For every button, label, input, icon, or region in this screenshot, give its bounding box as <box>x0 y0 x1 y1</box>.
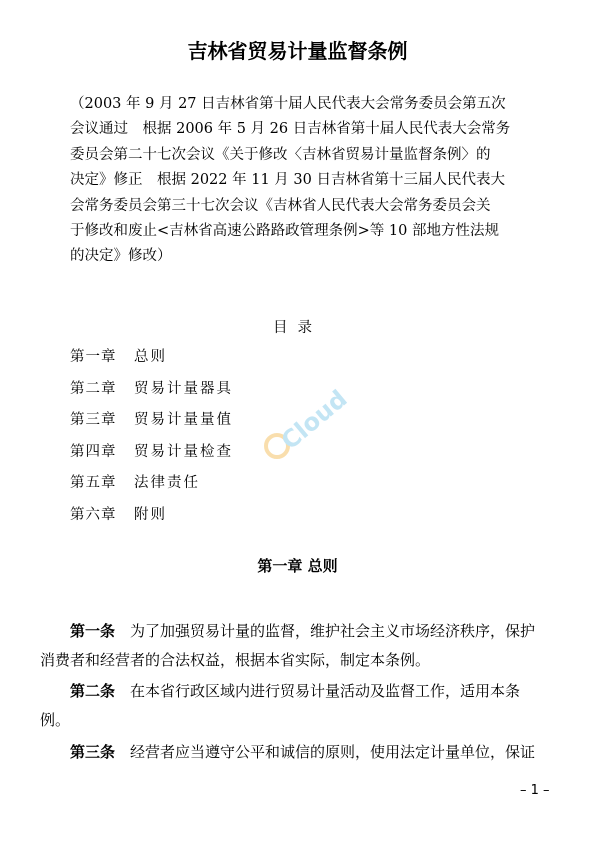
toc-item <box>70 347 233 379</box>
toc-chapter-number: 第二章 <box>70 380 117 397</box>
document-title: 吉林省贸易计量监督条例 <box>187 39 408 63</box>
article-3 <box>40 738 565 767</box>
preamble <box>70 92 532 270</box>
article-label: 第三条 <box>70 743 116 761</box>
toc-item <box>70 473 233 505</box>
toc-item <box>70 410 233 442</box>
preamble-line: 会常务委员会第三十七次会议《吉林省人民代表大会常务委员会关 <box>70 197 491 214</box>
toc-chapter-name: 法律责任 <box>134 475 200 491</box>
toc-item <box>70 379 233 411</box>
preamble-line: 决定》修正 根据 2022 年 11 月 30 日吉林省第十三届人民代表大 <box>70 172 505 189</box>
article-first-line <box>40 617 565 646</box>
cloud-watermark-logo <box>255 380 355 470</box>
preamble-line: 委员会第二十七次会议《关于修改〈吉林省贸易计量监督条例〉的 <box>70 146 491 163</box>
article-continuation: 例。 <box>40 711 71 729</box>
page-number: – 1 – <box>520 783 550 798</box>
toc-chapter-number: 第五章 <box>70 475 117 491</box>
article-label: 第一条 <box>70 622 116 640</box>
toc-chapter-name: 贸易计量器具 <box>134 380 233 397</box>
article-2 <box>40 677 565 735</box>
preamble-line: 于修改和废止<吉林省高速公路路政管理条例>等 10 部地方性法规 <box>70 223 499 240</box>
toc-chapter-number: 第三章 <box>70 412 117 428</box>
toc-chapter-name: 贸易计量量值 <box>134 412 233 428</box>
watermark-text: Cloud <box>275 384 353 456</box>
toc-chapter-number: 第一章 <box>70 349 117 365</box>
toc-item <box>70 442 233 474</box>
toc-chapter-number: 第六章 <box>70 506 117 523</box>
toc-chapter-name: 附则 <box>134 506 167 523</box>
table-of-contents <box>70 347 233 536</box>
article-continuation: 消费者和经营者的合法权益，根据本省实际，制定本条例。 <box>40 651 431 669</box>
toc-chapter-name: 总则 <box>134 349 167 365</box>
article-text: 在本省行政区域内进行贸易计量活动及监督工作，适用本条 <box>130 682 521 700</box>
toc-chapter-number: 第四章 <box>70 443 117 460</box>
chapter-heading: 第一章 总则 <box>257 557 338 575</box>
article-first-line <box>40 738 565 767</box>
preamble-line: 的决定》修改） <box>70 248 172 265</box>
article-text: 经营者应当遵守公平和诚信的原则，使用法定计量单位，保证 <box>130 743 536 761</box>
toc-chapter-name: 贸易计量检查 <box>134 443 233 460</box>
article-text: 为了加强贸易计量的监督，维护社会主义市场经济秩序，保护 <box>130 622 536 640</box>
toc-heading: 目录 <box>273 320 322 336</box>
article-first-line <box>40 677 565 706</box>
toc-item <box>70 505 233 537</box>
preamble-line: （2003 年 9 月 27 日吉林省第十届人民代表大会常务委员会第五次 <box>70 96 506 112</box>
preamble-line: 会议通过 根据 2006 年 5 月 26 日吉林省第十届人民代表大会常务 <box>70 121 511 138</box>
article-1 <box>40 617 565 675</box>
article-label: 第二条 <box>70 682 116 700</box>
